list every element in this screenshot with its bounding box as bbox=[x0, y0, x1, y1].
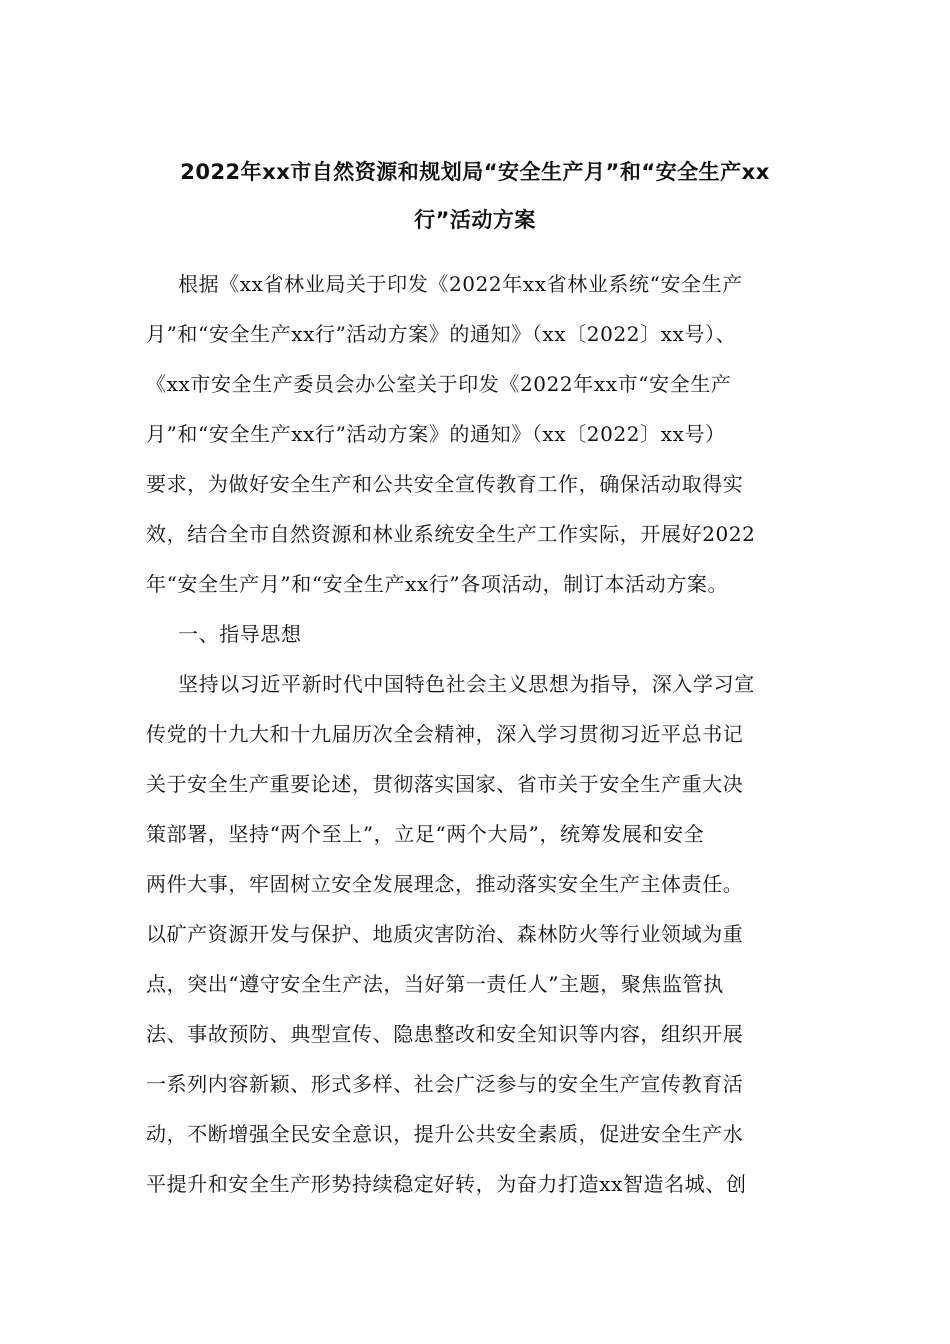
paragraph-line: 月”和“安全生产xx行”活动方案》的通知》（xx〔2022〕xx号） bbox=[146, 422, 726, 446]
paragraph-line: 点，突出“遵守安全生产法，当好第一责任人”主题，聚焦监管执 bbox=[146, 972, 724, 996]
paragraph-line: 两件大事，牢固树立安全发展理念，推动落实安全生产主体责任。 bbox=[146, 872, 744, 896]
paragraph-line: 一系列内容新颖、形式多样、社会广泛参与的安全生产宣传教育活 bbox=[146, 1072, 744, 1096]
paragraph-line: 效，结合全市自然资源和林业系统安全生产工作实际，开展好2022 bbox=[146, 522, 756, 546]
paragraph-line: 以矿产资源开发与保护、地质灾害防治、森林防火等行业领域为重 bbox=[146, 922, 744, 946]
paragraph-line: 月”和“安全生产xx行”活动方案》的通知》（xx〔2022〕xx号）、 bbox=[146, 322, 737, 346]
document-title-line-2: 行”活动方案 bbox=[414, 208, 536, 232]
document-title-line-1: 2022年xx市自然资源和规划局“安全生产月”和“安全生产xx bbox=[180, 160, 770, 184]
paragraph-line: 平提升和安全生产形势持续稳定好转，为奋力打造xx智造名城、创 bbox=[146, 1172, 747, 1196]
paragraph-line: 要求，为做好安全生产和公共安全宣传教育工作，确保活动取得实 bbox=[146, 472, 744, 496]
paragraph-line: 策部署，坚持“两个至上”，立足“两个大局”，统筹发展和安全 bbox=[146, 822, 705, 846]
paragraph-line: 《xx市安全生产委员会办公室关于印发《2022年xx市“安全生产 bbox=[146, 372, 732, 396]
paragraph-line: 根据《xx省林业局关于印发《2022年xx省林业系统“安全生产 bbox=[178, 272, 743, 296]
paragraph-line: 传党的十九大和十九届历次全会精神，深入学习贯彻习近平总书记 bbox=[146, 722, 744, 746]
section-heading: 一、指导思想 bbox=[178, 622, 302, 646]
paragraph-line: 法、事故预防、典型宣传、隐患整改和安全知识等内容，组织开展 bbox=[146, 1022, 744, 1046]
paragraph-line: 坚持以习近平新时代中国特色社会主义思想为指导，深入学习宣 bbox=[178, 672, 755, 696]
paragraph-line: 年“安全生产月”和“安全生产xx行”各项活动，制订本活动方案。 bbox=[146, 572, 729, 596]
paragraph-line: 动，不断增强全民安全意识，提升公共安全素质，促进安全生产水 bbox=[146, 1122, 744, 1146]
paragraph-line: 关于安全生产重要论述，贯彻落实国家、省市关于安全生产重大决 bbox=[146, 772, 744, 796]
